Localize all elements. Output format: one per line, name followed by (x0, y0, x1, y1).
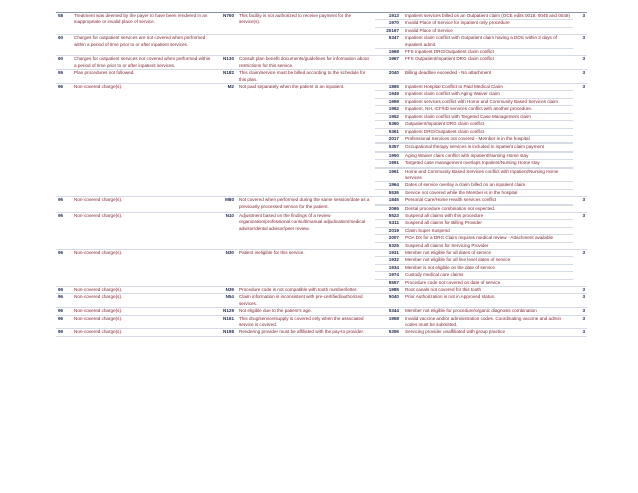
edit-description: Servicing provider unaffiliated with group practice (403, 329, 573, 336)
category-value: 3 (573, 294, 587, 308)
edit-description: Inpatient services billed on an Outpatient claim (OCE edits 0018, 0045 and 0049) (403, 13, 573, 20)
table-row (56, 294, 587, 308)
edit-code: 1968 (375, 49, 403, 56)
remark-description: This facility is not authorized to receive payment for the service(s). (237, 13, 375, 35)
reason-description: Charges for outpatient services are not covered when performed within a period of time prior to or after inpatient services. (72, 35, 214, 56)
edit-code: 1970 (375, 20, 403, 27)
category-value: 3 (573, 35, 587, 56)
edit-description: Member is not eligible on the date of service (403, 264, 573, 271)
edit-code: 1949 (375, 91, 403, 98)
edit-description: Procedure code not covered on date of service. (403, 279, 573, 286)
reason-description: Plan procedures not followed. (72, 70, 214, 84)
edit-code: 1845 (375, 197, 403, 204)
edit-code: 5523 (375, 212, 403, 219)
remark-code: N130 (214, 56, 237, 70)
edit-description: Suspend all claims for Billing Provider (403, 220, 573, 227)
edit-description: Targeted case management overlaps Inpatient/Nursing Home stay (403, 160, 573, 167)
remark-code: M80 (214, 197, 237, 213)
reason-description: Non-covered charge(s). (72, 197, 214, 213)
remark-code: N54 (214, 294, 237, 308)
category-value: 3 (573, 84, 587, 197)
edit-code: 5360 (375, 121, 403, 128)
reason-description: Charges for outpatient services not covered when performed within a period of time prior to or after inpatient services. (72, 56, 214, 70)
edit-description: Inpatient Hospital Conflict to Paid Medical Claim (403, 84, 573, 91)
remark-description: Not paid separately when the patient is an inpatient. (237, 84, 375, 197)
reason-code: 96 (56, 308, 72, 315)
remark-description: Patient ineligible for this service. (237, 250, 375, 287)
edit-code: 5040 (375, 294, 403, 308)
edit-description: POA DX for a DRG Claim requires medical review - Attachment available (403, 235, 573, 242)
remark-description: This claim/service must be billed according to the schedule for this plan. (237, 70, 375, 84)
reason-description: Treatment was deemed by the payer to have been rendered in an inappropriate or invalid place of service. (72, 13, 214, 35)
edit-description: Member not eligible for all line level dates of service (403, 257, 573, 264)
edit-description: Invalid Place of Service for inpatient only procedure (403, 20, 573, 27)
edit-code: 1962 (375, 106, 403, 113)
remark-code (214, 35, 237, 56)
reason-description: Non-covered charge(s). (72, 250, 214, 287)
edit-description: Occupational therapy services is included in inpatient claim payment (403, 144, 573, 151)
reason-description: Non-covered charge(s). (72, 315, 214, 329)
edit-code: 5557 (375, 279, 403, 286)
reason-code: 60 (56, 35, 72, 56)
edit-code: 5347 (375, 35, 403, 49)
edit-code: 1913 (375, 13, 403, 20)
reason-description: Non-covered charge(s). (72, 287, 214, 294)
reason-code: 58 (56, 13, 72, 35)
edit-code: 20167 (375, 27, 403, 34)
edit-description: Prior Authorization is not in Approved status. (403, 294, 573, 308)
remark-code: N182 (214, 70, 237, 84)
edit-code: 1959 (375, 98, 403, 105)
remark-code: M2 (214, 84, 237, 197)
edit-code: 1952 (375, 113, 403, 120)
remark-description: Adjustment based on the findings of a review organization/professional consult/manual adjudication/medical advisor/dental advisor/peer review. (237, 212, 375, 249)
edit-description: Aging Waiver claim conflict with Inpatient/Nursing Home stay (403, 152, 573, 159)
edit-description: Claim Super Suspend (403, 227, 573, 234)
edit-code: 1958 (375, 315, 403, 329)
edit-code: 5536 (375, 189, 403, 196)
edit-description: FFS Outpatient/Inpatient DRG claim conflict (403, 56, 573, 70)
edit-code: 2040 (375, 70, 403, 84)
table-row (56, 84, 587, 91)
edit-code: 5344 (375, 308, 403, 315)
edit-description: Suspend all claims for Servicing Provider (403, 242, 573, 249)
reason-code: 96 (56, 84, 72, 197)
edit-code: 2007 (375, 235, 403, 242)
carc-rarc-edit-table-page (56, 12, 584, 337)
table-row (56, 212, 587, 219)
remark-description: Claim information is inconsistent with pre-certified/authorized services. (237, 294, 375, 308)
category-value: 3 (573, 250, 587, 287)
reason-description: Non-covered charge(s). (72, 308, 214, 315)
edit-description: Member not eligible for procedure/organic diagnosis combination (403, 308, 573, 315)
table-row (56, 250, 587, 257)
edit-code: 1967 (375, 56, 403, 70)
edit-code: 1974 (375, 272, 403, 279)
edit-code: 2019 (375, 227, 403, 234)
category-value: 3 (573, 329, 587, 336)
table-row (56, 35, 587, 49)
edit-code: 5311 (375, 220, 403, 227)
remark-description (237, 35, 375, 56)
remark-code: N198 (214, 329, 237, 336)
category-value: 3 (573, 56, 587, 70)
reason-code: 60 (56, 56, 72, 70)
edit-code: 1865 (375, 84, 403, 91)
edit-description: Invalid vaccine and/or administration codes. Coordinating vaccine and admin codes must be submitted. (403, 315, 573, 329)
reason-code: 96 (56, 315, 72, 329)
category-value: 3 (573, 197, 587, 213)
edit-description: Inpatient, NH, ICF/IID services conflict with another procedure. (403, 106, 573, 113)
category-value: 3 (573, 13, 587, 35)
table-row (56, 308, 587, 315)
remark-description: Procedure code is not compatible with tooth number/letter. (237, 287, 375, 294)
edit-code: 1985 (375, 287, 403, 294)
edit-description: Service not covered while the Member is in the hospital (403, 189, 573, 196)
table-row (56, 197, 587, 204)
edit-code: 5361 (375, 128, 403, 135)
table-row (56, 287, 587, 294)
edit-description: Dental procedure combination not expected. (403, 205, 573, 212)
edit-description: Suspend all claims with this procedure (403, 212, 573, 219)
edit-code: 5356 (375, 329, 403, 336)
reason-code: 96 (56, 287, 72, 294)
edit-code: 2065 (375, 205, 403, 212)
edit-code: 1931 (375, 250, 403, 257)
category-value: 3 (573, 287, 587, 294)
edit-description: Personal Care/Home Health services conflict (403, 197, 573, 204)
category-value: 3 (573, 315, 587, 329)
edit-description: Root canals not covered for this tooth (403, 287, 573, 294)
reason-description: Non-covered charge(s). (72, 329, 214, 336)
edit-description: Custody medical care claims (403, 272, 573, 279)
edit-description: Inpatient claim conflict with Outpatient claim having a DOS within 3 days of inpatient admit. (403, 35, 573, 49)
edit-code: 5325 (375, 242, 403, 249)
reason-code: 96 (56, 212, 72, 249)
table-row (56, 315, 587, 329)
edit-description: Inpatient DRG/Outpatient claim conflict (403, 128, 573, 135)
reason-code: 96 (56, 294, 72, 308)
reason-code: 96 (56, 250, 72, 287)
reason-code: 95 (56, 70, 72, 84)
table-row (56, 70, 587, 84)
remark-code: N161 (214, 315, 237, 329)
edit-code: 5357 (375, 144, 403, 151)
edit-code: 2017 (375, 135, 403, 142)
table-row (56, 56, 587, 70)
remark-description: Consult plan benefit documents/guidelines for information about restrictions for this service. (237, 56, 375, 70)
edit-description: Inpatient services conflict with Home and Community Based Services claim (403, 98, 573, 105)
remark-code: N760 (214, 13, 237, 35)
remark-description: This drug/service/supply is covered only when the associated service is covered. (237, 315, 375, 329)
remark-code: N129 (214, 308, 237, 315)
edit-description: Member not eligible for all dates of service (403, 250, 573, 257)
edit-code: 1934 (375, 264, 403, 271)
edit-code: 1964 (375, 182, 403, 189)
remark-description: Not eligible due to the patient's age. (237, 308, 375, 315)
category-value: 3 (573, 70, 587, 84)
reason-description: Non-covered charge(s). (72, 294, 214, 308)
remark-code: N39 (214, 287, 237, 294)
category-value: 3 (573, 212, 587, 249)
edit-code: 1961 (375, 168, 403, 182)
table-row (56, 329, 587, 336)
edit-description: Invalid Place of Service (403, 27, 573, 34)
reason-description: Non-covered charge(s). (72, 84, 214, 197)
edit-description: Inpatient claim conflict with Aging Waiver claim (403, 91, 573, 98)
edit-description: Billing deadline exceeded - No attachment (403, 70, 573, 84)
remark-description: Not covered when performed during the same session/date as a previously processed service for the patient. (237, 197, 375, 213)
reason-code: 96 (56, 329, 72, 336)
edit-description: Outpatient/Inpatient DRG claim conflict (403, 121, 573, 128)
edit-description: Professional Services not covered - Member is in the hospital (403, 135, 573, 142)
remark-code: N30 (214, 250, 237, 287)
edit-code: 1932 (375, 257, 403, 264)
reason-code: 96 (56, 197, 72, 213)
remark-code: N10 (214, 212, 237, 249)
edit-description: Home and Community Based Services conflict with Inpatient/Nursing Home services (403, 168, 573, 182)
edit-description: FFS Inpatient DRG/Outpatient claim conflict (403, 49, 573, 56)
edit-code: 1951 (375, 160, 403, 167)
table-row (56, 13, 587, 20)
edit-code: 1950 (375, 152, 403, 159)
edit-description: Inpatient claim conflict with Targeted Case Management claim (403, 113, 573, 120)
edit-mapping-table (56, 12, 587, 337)
reason-description: Non-covered charge(s). (72, 212, 214, 249)
remark-description: Rendering provider must be affiliated with the pay-to provider. (237, 329, 375, 336)
edit-description: Dates of service overlay a claim billed on an inpatient claim. (403, 182, 573, 189)
category-value: 3 (573, 308, 587, 315)
